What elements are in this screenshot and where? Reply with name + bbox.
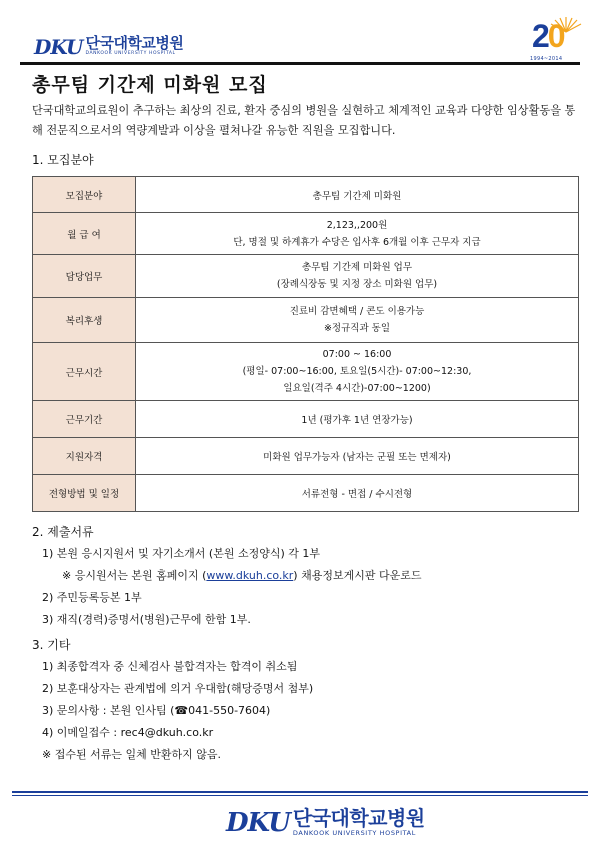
row-value: 07:00 ~ 16:00 (평일- 07:00~16:00, 토요일(5시간)- 07:00~12:30, 일요일(격주 4시간)-07:00~1200)	[136, 343, 579, 401]
doc-item-1-note: ※ 응시원서는 본원 홈페이지 (www.dkuh.co.kr) 채용정보게시판 다운로드	[62, 569, 422, 582]
etc-item-4: 4) 이메일접수 : rec4@dkuh.co.kr	[42, 726, 214, 739]
anniversary-number: 20	[532, 18, 564, 54]
row-label: 지원자격	[33, 438, 136, 475]
row-label: 근무기간	[33, 401, 136, 438]
row-label: 전형방법 및 일정	[33, 475, 136, 512]
table-row	[33, 213, 579, 255]
anniversary-emblem	[530, 14, 582, 64]
logo-text	[85, 36, 183, 57]
row-value: 미화원 업무가능자 (남자는 군필 또는 면제자)	[136, 438, 579, 475]
table-row	[33, 475, 579, 512]
doc-item-3: 3) 재직(경력)증명서(병원)근무에 한함 1부.	[42, 613, 251, 626]
row-value: 총무팀 기간제 미화원	[136, 177, 579, 213]
logo-korean: 단국대학교병원	[85, 34, 184, 52]
etc-item-3: 3) 문의사항 : 본원 인사팀 (☎041-550-7604)	[42, 704, 271, 717]
recruitment-table	[32, 176, 579, 512]
row-label: 월 급 여	[33, 213, 136, 255]
etc-item-2: 2) 보훈대상자는 관계법에 의거 우대함(해당증명서 첨부)	[42, 682, 314, 695]
section-heading-documents: 2. 제출서류	[32, 525, 94, 539]
logo-mark: DKU	[226, 807, 290, 838]
logo-korean: 단국대학교병원	[292, 806, 425, 830]
table-row	[33, 401, 579, 438]
row-label: 근무시간	[33, 343, 136, 401]
header	[0, 0, 600, 62]
table-row	[33, 177, 579, 213]
hospital-logo[interactable]	[34, 36, 183, 57]
doc-item-2: 2) 주민등록등본 1부	[42, 591, 142, 604]
row-label: 모집분야	[33, 177, 136, 213]
section-heading-etc: 3. 기타	[32, 638, 71, 652]
row-value: 서류전형 - 면접 / 수시전형	[136, 475, 579, 512]
table-row	[33, 298, 579, 343]
etc-item-5: ※ 접수된 서류는 일체 반환하지 않음.	[42, 748, 221, 761]
page-title: 총무팀 기간제 미화원 모집	[32, 74, 268, 96]
row-value: 2,123,,200원 단, 명절 및 하계휴가 수당은 입사후 6개월 이후 근무자 지급	[136, 213, 579, 255]
table-row	[33, 255, 579, 298]
section-heading-recruitment: 1. 모집분야	[32, 153, 94, 167]
footer-logo[interactable]	[226, 808, 425, 837]
table-row	[33, 343, 579, 401]
top-divider	[20, 62, 580, 65]
homepage-link[interactable]: www.dkuh.co.kr	[206, 569, 294, 582]
row-value: 총무팀 기간제 미화원 업무 (장례식장동 및 지정 장소 미화원 업무)	[136, 255, 579, 298]
bottom-divider	[12, 791, 588, 793]
doc-item-1: 1) 본원 응시지원서 및 자기소개서 (본원 소정양식) 각 1부	[42, 547, 320, 560]
logo-english: DANKOOK UNIVERSITY HOSPITAL	[85, 51, 176, 56]
row-label: 복리후생	[33, 298, 136, 343]
logo-text	[293, 808, 425, 837]
table-row	[33, 438, 579, 475]
bottom-divider-thin	[12, 795, 588, 796]
row-value: 1년 (평가후 1년 연장가능)	[136, 401, 579, 438]
intro-paragraph: 단국대학교의료원이 추구하는 최상의 진료, 환자 중심의 병원을 실현하고 체계적인 교육과 다양한 임상활동을 통해 전문직으로서의 역량계발과 이상을 펼쳐나갈 유능한 직원을 모집합니다.	[32, 104, 576, 137]
row-value: 진료비 감면혜택 / 콘도 이용가능 ※정규직과 동일	[136, 298, 579, 343]
row-label: 담당업무	[33, 255, 136, 298]
etc-item-1: 1) 최종합격자 중 신체검사 불합격자는 합격이 취소됨	[42, 660, 298, 673]
logo-mark: DKU	[34, 34, 83, 59]
anniversary-years: 1994~2014	[530, 56, 563, 62]
logo-english: DANKOOK UNIVERSITY HOSPITAL	[292, 829, 416, 837]
